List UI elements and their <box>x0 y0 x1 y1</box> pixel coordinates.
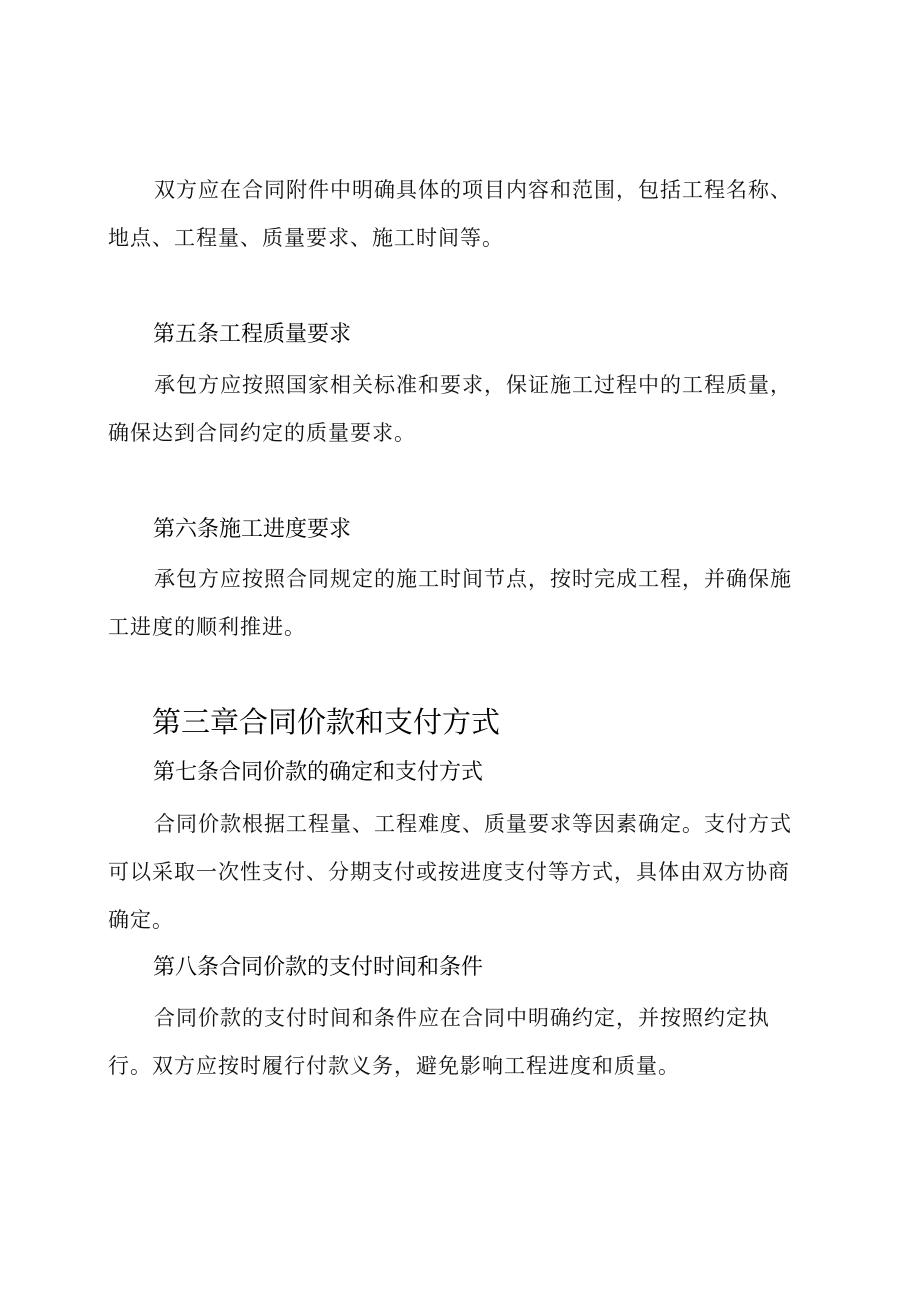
article-7-heading: 第七条合同价款的确定和支付方式 <box>153 760 484 785</box>
paragraph-quality-requirements: 承包方应按照国家相关标准和要求，保证施工过程中的工程质量，确保达到合同约定的质量要求。 <box>108 373 792 445</box>
paragraph-project-scope: 双方应在合同附件中明确具体的项目内容和范围，包括工程名称、地点、工程量、质量要求、施工时间等。 <box>108 178 792 250</box>
paragraph-price-and-payment: 合同价款根据工程量、工程难度、质量要求等因素确定。支付方式可以采取一次性支付、分期支付或按进度支付等方式，具体由双方协商确定。 <box>108 812 792 932</box>
paragraph-schedule-requirements: 承包方应按照合同规定的施工时间节点，按时完成工程，并确保施工进度的顺利推进。 <box>108 567 792 639</box>
paragraph-payment-time-conditions: 合同价款的支付时间和条件应在合同中明确约定，并按照约定执行。双方应按时履行付款义务，避免影响工程进度和质量。 <box>108 1006 770 1078</box>
article-5-heading: 第五条工程质量要求 <box>153 322 352 347</box>
chapter-3-heading: 第三章合同价款和支付方式 <box>152 705 501 739</box>
article-6-heading: 第六条施工进度要求 <box>153 517 352 542</box>
article-8-heading: 第八条合同价款的支付时间和条件 <box>153 955 484 980</box>
